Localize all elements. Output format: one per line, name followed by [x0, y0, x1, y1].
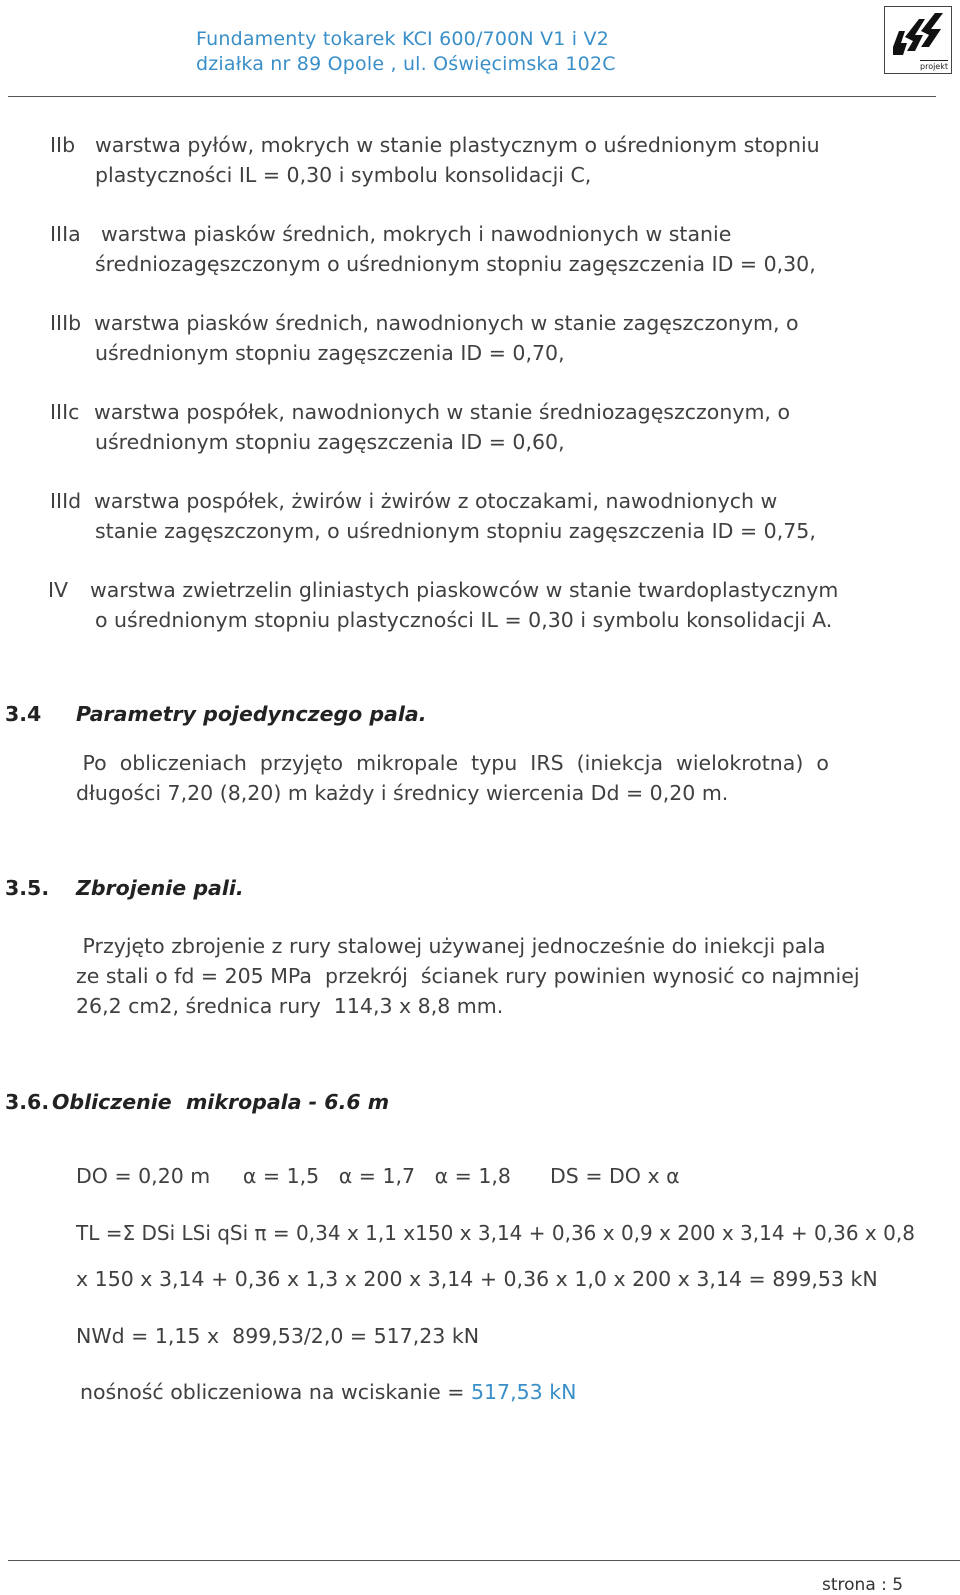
section-number: 3.5.: [5, 876, 50, 900]
layer-description-line: warstwa zwietrzelin gliniastych piaskowców w stanie twardoplastycznym: [90, 578, 839, 602]
result-line: [80, 1380, 576, 1404]
section-title-text: Parametry pojedynczego pala.: [76, 702, 427, 726]
layer-code: IIIc: [50, 400, 80, 424]
section-number: 3.6.: [5, 1090, 50, 1114]
page-number: strona : 5: [822, 1575, 904, 1595]
section-number: 3.4: [5, 702, 42, 726]
layer-description-line: stanie zagęszczonym, o uśrednionym stopniu zagęszczenia ID = 0,75,: [95, 519, 816, 543]
layer-description-line: warstwa pospółek, nawodnionych w stanie średniozagęszczonym, o: [94, 400, 790, 424]
layer-code: IIb: [50, 133, 76, 157]
formula-line: TL =Σ DSi LSi qSi π = 0,34 x 1,1 x150 x 3,14 + 0,36 x 0,9 x 200 x 3,14 + 0,36 x 0,8: [76, 1221, 915, 1245]
layer-description-line: średniozagęszczonym o uśrednionym stopniu zagęszczenia ID = 0,30,: [95, 252, 816, 276]
result-label: nośność obliczeniowa na wciskanie =: [80, 1380, 471, 1404]
result-value: 517,53 kN: [470, 1380, 577, 1404]
layer-description-line: uśrednionym stopniu zagęszczenia ID = 0,60,: [95, 430, 565, 454]
section-title-text: Obliczenie mikropala - 6.6 m: [52, 1090, 390, 1114]
layer-description-line: warstwa piasków średnich, nawodnionych w stanie zagęszczonym, o: [94, 311, 799, 335]
paragraph-line: 26,2 cm2, średnica rury 114,3 x 8,8 mm.: [76, 994, 504, 1018]
company-logo: [884, 6, 952, 74]
logo-caption: projekt: [920, 62, 948, 71]
layer-description-line: plastyczności IL = 0,30 i symbolu konsolidacji C,: [95, 163, 592, 187]
section-title: [76, 876, 244, 900]
formula-line: x 150 x 3,14 + 0,36 x 1,3 x 200 x 3,14 + 0,36 x 1,0 x 200 x 3,14 = 899,53 kN: [76, 1267, 878, 1291]
layer-code: IV: [48, 578, 69, 602]
section-title-text: Zbrojenie pali.: [76, 876, 244, 900]
header-address: działka nr 89 Opole , ul. Oświęcimska 102C: [196, 53, 616, 75]
section-title: [76, 702, 427, 726]
layer-description-line: warstwa piasków średnich, mokrych i nawodnionych w stanie: [101, 222, 732, 246]
layer-description-line: uśrednionym stopniu zagęszczenia ID = 0,70,: [95, 341, 565, 365]
paragraph-line: ze stali o fd = 205 MPa przekrój ścianek rury powinien wynosić co najmniej: [76, 964, 860, 988]
paragraph-line: Przyjęto zbrojenie z rury stalowej używanej jednocześnie do iniekcji pala: [76, 934, 826, 958]
layer-description-line: o uśrednionym stopniu plastyczności IL = 0,30 i symbolu konsolidacji A.: [95, 608, 833, 632]
section-title: [52, 1090, 389, 1114]
footer-rule: [8, 1560, 960, 1561]
formula-line: NWd = 1,15 x 899,53/2,0 = 517,23 kN: [76, 1324, 480, 1348]
layer-code: IIIb: [50, 311, 82, 335]
header-title: Fundamenty tokarek KCI 600/700N V1 i V2: [196, 28, 610, 50]
layer-description-line: warstwa pospółek, żwirów i żwirów z otoczakami, nawodnionych w: [94, 489, 778, 513]
paragraph-line: długości 7,20 (8,20) m każdy i średnicy wiercenia Dd = 0,20 m.: [76, 781, 729, 805]
layer-description-line: warstwa pyłów, mokrych w stanie plastycznym o uśrednionym stopniu: [95, 133, 820, 157]
formula-line: DO = 0,20 m α = 1,5 α = 1,7 α = 1,8 DS = DO x α: [76, 1164, 680, 1188]
paragraph-line: Po obliczeniach przyjęto mikropale typu IRS (iniekcja wielokrotna) o: [76, 751, 829, 775]
layer-code: IIId: [50, 489, 82, 513]
header-rule: [8, 96, 936, 97]
layer-code: IIIa: [50, 222, 81, 246]
